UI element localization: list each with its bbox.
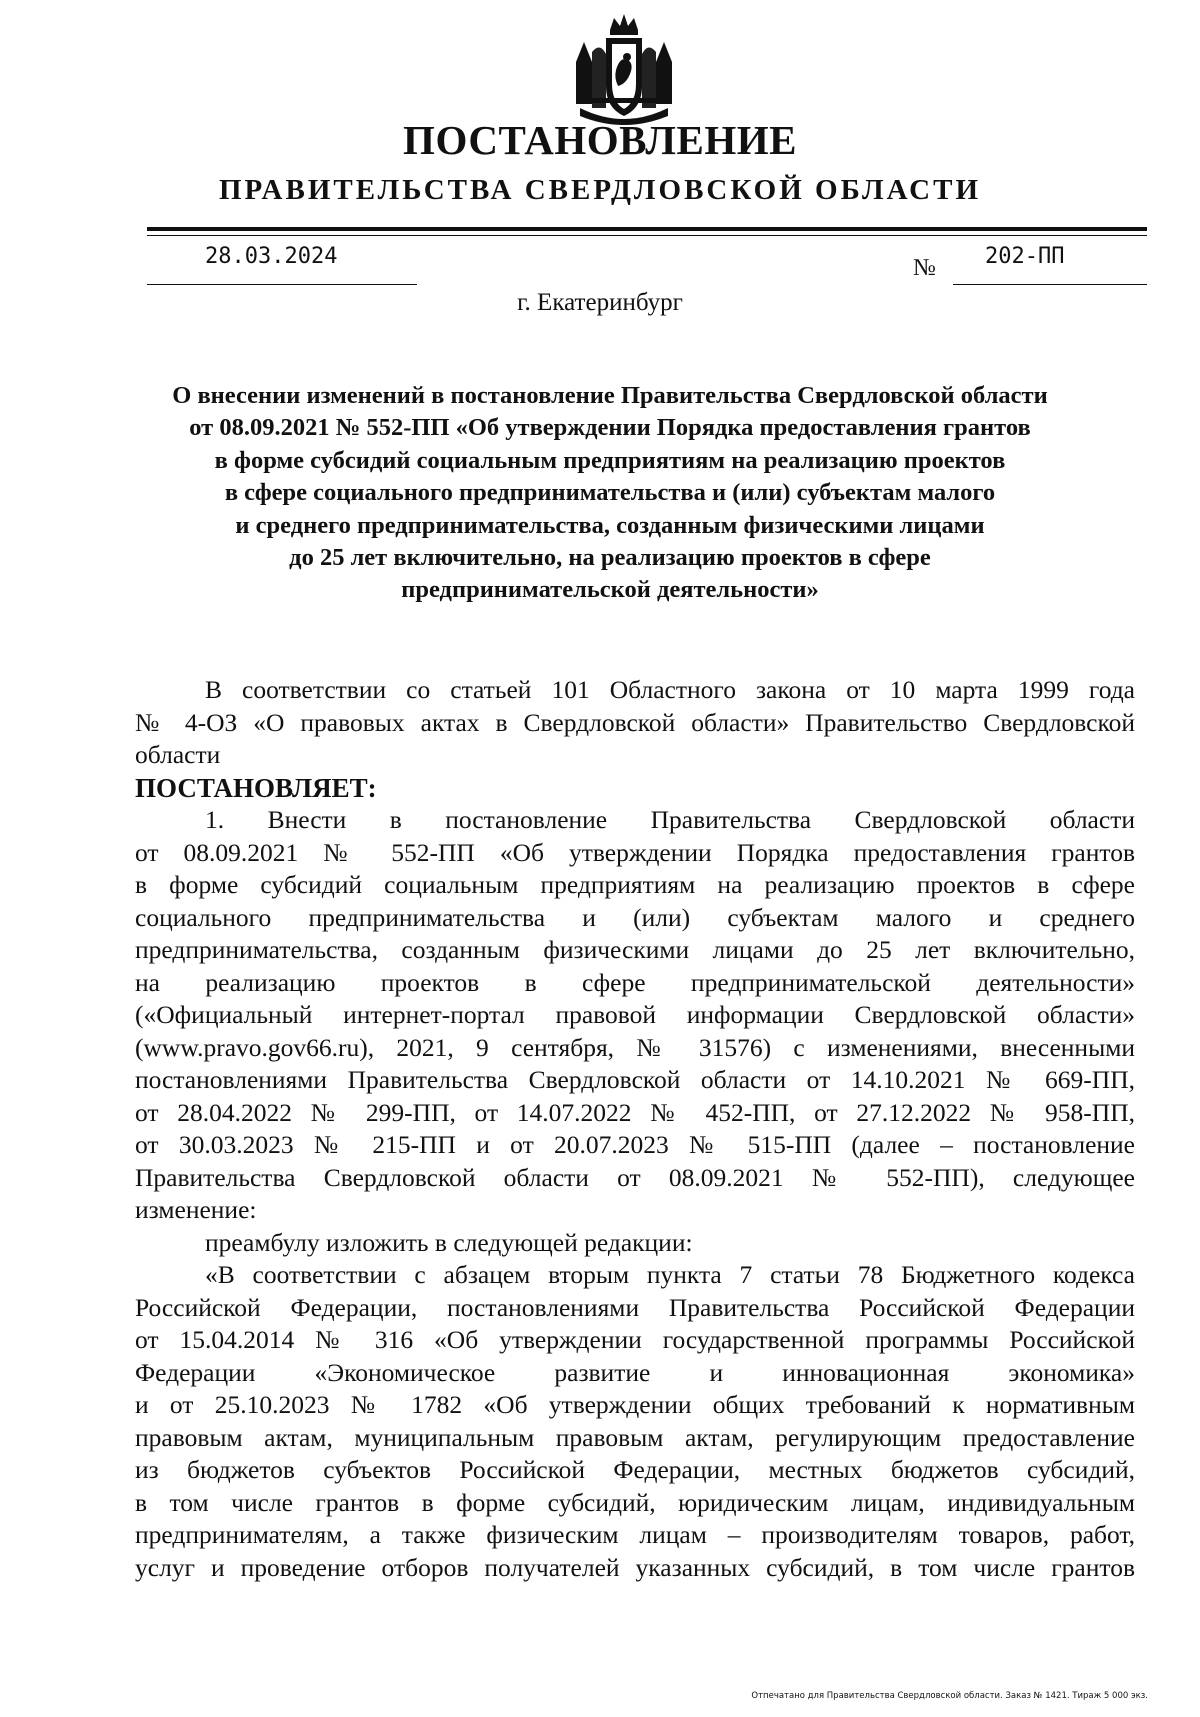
heading-line: и среднего предпринимательства, созданным физическими лицами: [235, 511, 985, 539]
body-line: от 30.03.2023 № 215-ПП и от 20.07.2023 № 515-ПП (далее – постановление: [135, 1130, 1135, 1159]
header-divider-thin: [147, 235, 1147, 236]
body-line: в форме субсидий социальным предприятиям на реализацию проектов в сфере: [135, 870, 1135, 899]
document-city: г. Екатеринбург: [517, 289, 683, 316]
document-title: ПОСТАНОВЛЕНИЕ: [403, 117, 797, 163]
body-line: из бюджетов субъектов Российской Федерации, местных бюджетов субсидий,: [135, 1455, 1135, 1484]
body-line: 1. Внести в постановление Правительства Свердловской области: [205, 805, 1135, 834]
header-divider-thick: [147, 227, 1147, 231]
body-line: и от 25.10.2023 № 1782 «Об утверждении общих требований к нормативным: [135, 1390, 1135, 1419]
document-subtitle: ПРАВИТЕЛЬСТВА СВЕРДЛОВСКОЙ ОБЛАСТИ: [218, 174, 982, 206]
body-line: социального предпринимательства и (или) субъектам малого и среднего: [135, 902, 1135, 932]
document-heading: [110, 380, 1110, 607]
body-line: Российской Федерации, постановлениями Правительства Российской Федерации: [135, 1292, 1135, 1322]
heading-line: О внесении изменений в постановление Правительства Свердловской области: [172, 382, 1048, 409]
document-body: [135, 674, 1135, 1584]
number-sign: №: [913, 255, 936, 281]
heading-line: предпринимательской деятельности»: [401, 576, 819, 604]
heading-line: в форме субсидий социальным предприятиям на реализацию проектов: [214, 446, 1006, 474]
body-line: «В соответствии с абзацем вторым пункта 7 статьи 78 Бюджетного кодекса: [205, 1260, 1135, 1289]
body-line: услуг и проведение отборов получателей указанных субсидий, в том числе грантов: [135, 1552, 1135, 1582]
body-line: В соответствии со статьей 101 Областного закона от 10 марта 1999 года: [205, 675, 1135, 704]
print-footer: Отпечатано для Правительства Свердловской области. Заказ № 1421. Тираж 5 000 экз.: [751, 1691, 1148, 1701]
body-line: от 08.09.2021 № 552-ПП «Об утверждении Порядка предоставления грантов: [135, 837, 1135, 867]
body-line: преамбулу изложить в следующей редакции:: [205, 1227, 693, 1257]
body-line: изменение:: [135, 1195, 257, 1224]
body-line: («Официальный интернет-портал правовой информации Свердловской области»: [135, 1000, 1135, 1029]
coat-of-arms-emblem: [570, 12, 678, 127]
body-line: от 15.04.2014 № 316 «Об утверждении государственной программы Российской: [135, 1325, 1135, 1354]
body-line: области: [135, 740, 221, 769]
document-number: 202-ПП: [985, 244, 1065, 269]
body-line: (www.pravo.gov66.ru), 2021, 9 сентября, № 31576) с изменениями, внесенными: [135, 1032, 1135, 1062]
body-line: в том числе грантов в форме субсидий, юридическим лицам, индивидуальным: [135, 1487, 1135, 1517]
decree-word: ПОСТАНОВЛЯЕТ:: [135, 772, 377, 803]
body-line: на реализацию проектов в сфере предпринимательской деятельности»: [135, 967, 1135, 997]
body-line: № 4-ОЗ «О правовых актах в Свердловской области» Правительство Свердловской: [135, 707, 1135, 737]
body-line: постановлениями Правительства Свердловской области от 14.10.2021 № 669-ПП,: [135, 1065, 1135, 1094]
body-line: от 28.04.2022 № 299-ПП, от 14.07.2022 № 452-ПП, от 27.12.2022 № 958-ПП,: [135, 1097, 1135, 1127]
body-line: правовым актам, муниципальным правовым актам, регулирующим предоставление: [135, 1422, 1135, 1452]
body-line: предпринимательства, созданным физическими лицами до 25 лет включительно,: [135, 935, 1135, 964]
heading-line: от 08.09.2021 № 552-ПП «Об утверждении Порядка предоставления грантов: [189, 414, 1031, 442]
body-line: предпринимателям, а также физическим лицам – производителям товаров, работ,: [135, 1520, 1135, 1549]
document-date: 28.03.2024: [205, 244, 338, 269]
body-line: Федерации «Экономическое развитие и инновационная экономика»: [135, 1357, 1135, 1387]
heading-line: в сфере социального предпринимательства и (или) субъектам малого: [224, 479, 996, 507]
body-line: Правительства Свердловской области от 08.09.2021 № 552-ПП), следующее: [135, 1162, 1135, 1192]
heading-line: до 25 лет включительно, на реализацию проектов в сфере: [289, 544, 931, 572]
